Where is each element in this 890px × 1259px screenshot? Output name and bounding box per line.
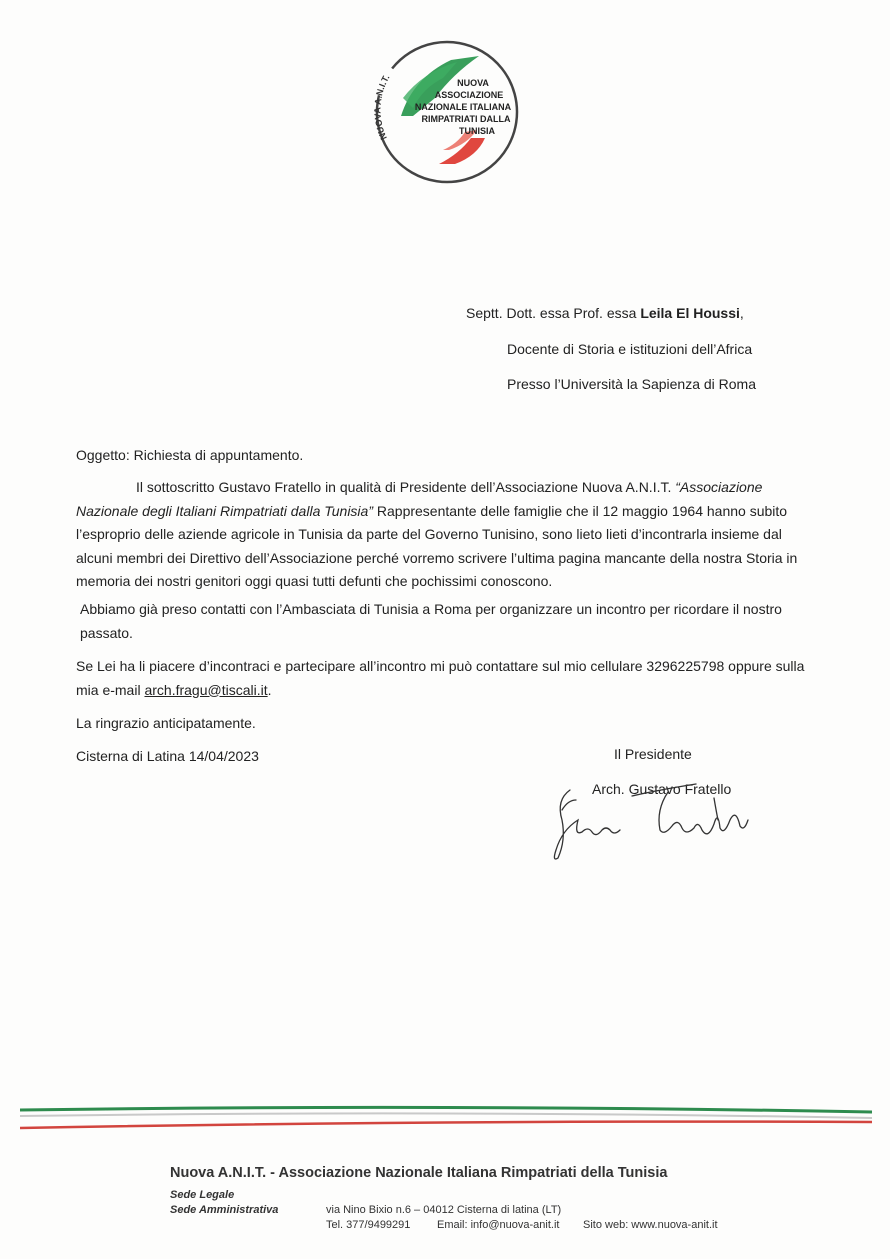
- place-date: Cisterna di Latina 14/04/2023: [76, 748, 259, 764]
- recipient-line-3: Presso l’Università la Sapienza di Roma: [507, 376, 756, 392]
- footer-address: via Nino Bixio n.6 – 04012 Cisterna di latina (LT): [326, 1204, 562, 1216]
- logo-line-4: RIMPATRIATI DALLA: [421, 114, 511, 124]
- logo-line-3: NAZIONALE ITALIANA: [414, 102, 512, 112]
- signatory-role: Il Presidente: [614, 746, 692, 762]
- footer-email[interactable]: Email: info@nuova-anit.it: [437, 1219, 560, 1231]
- association-logo: [373, 38, 521, 186]
- subject-line: Oggetto: Richiesta di appuntamento.: [76, 447, 304, 463]
- logo-ring-text: NUOVA A.N.I.T.: [373, 72, 392, 142]
- svg-text:NUOVA A.N.I.T.: [373, 73, 391, 142]
- footer-phone: Tel. 377/9499291: [326, 1219, 411, 1231]
- paragraph-1-intro: Il sottoscritto Gustavo Fratello in qualità di Presidente dell’Associazione Nuova A.N.I.T.: [136, 479, 676, 495]
- handwritten-signature: [548, 770, 758, 870]
- signatory-name: Arch. Gustavo Fratello: [592, 781, 732, 797]
- paragraph-3: [76, 655, 816, 702]
- recipient-line-1: [466, 296, 744, 330]
- tricolor-divider: [20, 1100, 872, 1140]
- footer-website[interactable]: Sito web: www.nuova-anit.it: [583, 1219, 718, 1231]
- logo-line-2: ASSOCIAZIONE: [434, 90, 504, 100]
- footer-title: Nuova A.N.I.T. - Associazione Nazionale Italiana Rimpatriati della Tunisia: [170, 1165, 668, 1181]
- recipient-line-2: Docente di Storia e istituzioni dell’Africa: [507, 341, 753, 357]
- footer-label-legal: Sede Legale: [170, 1189, 235, 1201]
- recipient-comma: ,: [739, 305, 744, 321]
- paragraph-2: Abbiamo già preso contatti con l’Ambasciata di Tunisia a Roma per organizzare un incontro per ricordare il nostro passato.: [80, 601, 782, 641]
- association-full-name: “Associazione Nazionale degli Italiani Rimpatriati dalla Tunisia”: [76, 479, 763, 519]
- paragraph-1: [76, 476, 816, 594]
- paragraph-3-end: .: [267, 681, 272, 698]
- recipient-title: Septt. Dott. essa Prof. essa: [466, 305, 641, 321]
- contact-email-link[interactable]: arch.fragu@tiscali.it: [144, 681, 268, 698]
- paragraph-3-body: Se Lei ha li piacere d’incontraci e partecipare all’incontro mi può contattare sul mio cellulare 3296225798 oppure sulla mia e-mail: [76, 658, 805, 698]
- paragraph-1-body: Rappresentante delle famiglie che il 12 maggio 1964 hanno subito l’esproprio delle aziende agricole in Tunisia da parte del Governo Tunisino, sono lieto lieti d’incontrarla insieme dal alcuni membri dei Direttivo dell’Associazione perché vorremo scrivere l’ultima pagina mancante della nostra Storia in memoria dei nostri genitori oggi quasi tutti defunti che pochissimi conoscono.: [76, 502, 798, 589]
- recipient-name: Leila El Houssi: [640, 305, 740, 321]
- footer-label-admin: Sede Amministrativa: [170, 1204, 279, 1216]
- thanks-line: La ringrazio anticipatamente.: [76, 715, 256, 731]
- logo-line-1: NUOVA: [457, 78, 489, 88]
- logo-line-5: TUNISIA: [459, 126, 495, 136]
